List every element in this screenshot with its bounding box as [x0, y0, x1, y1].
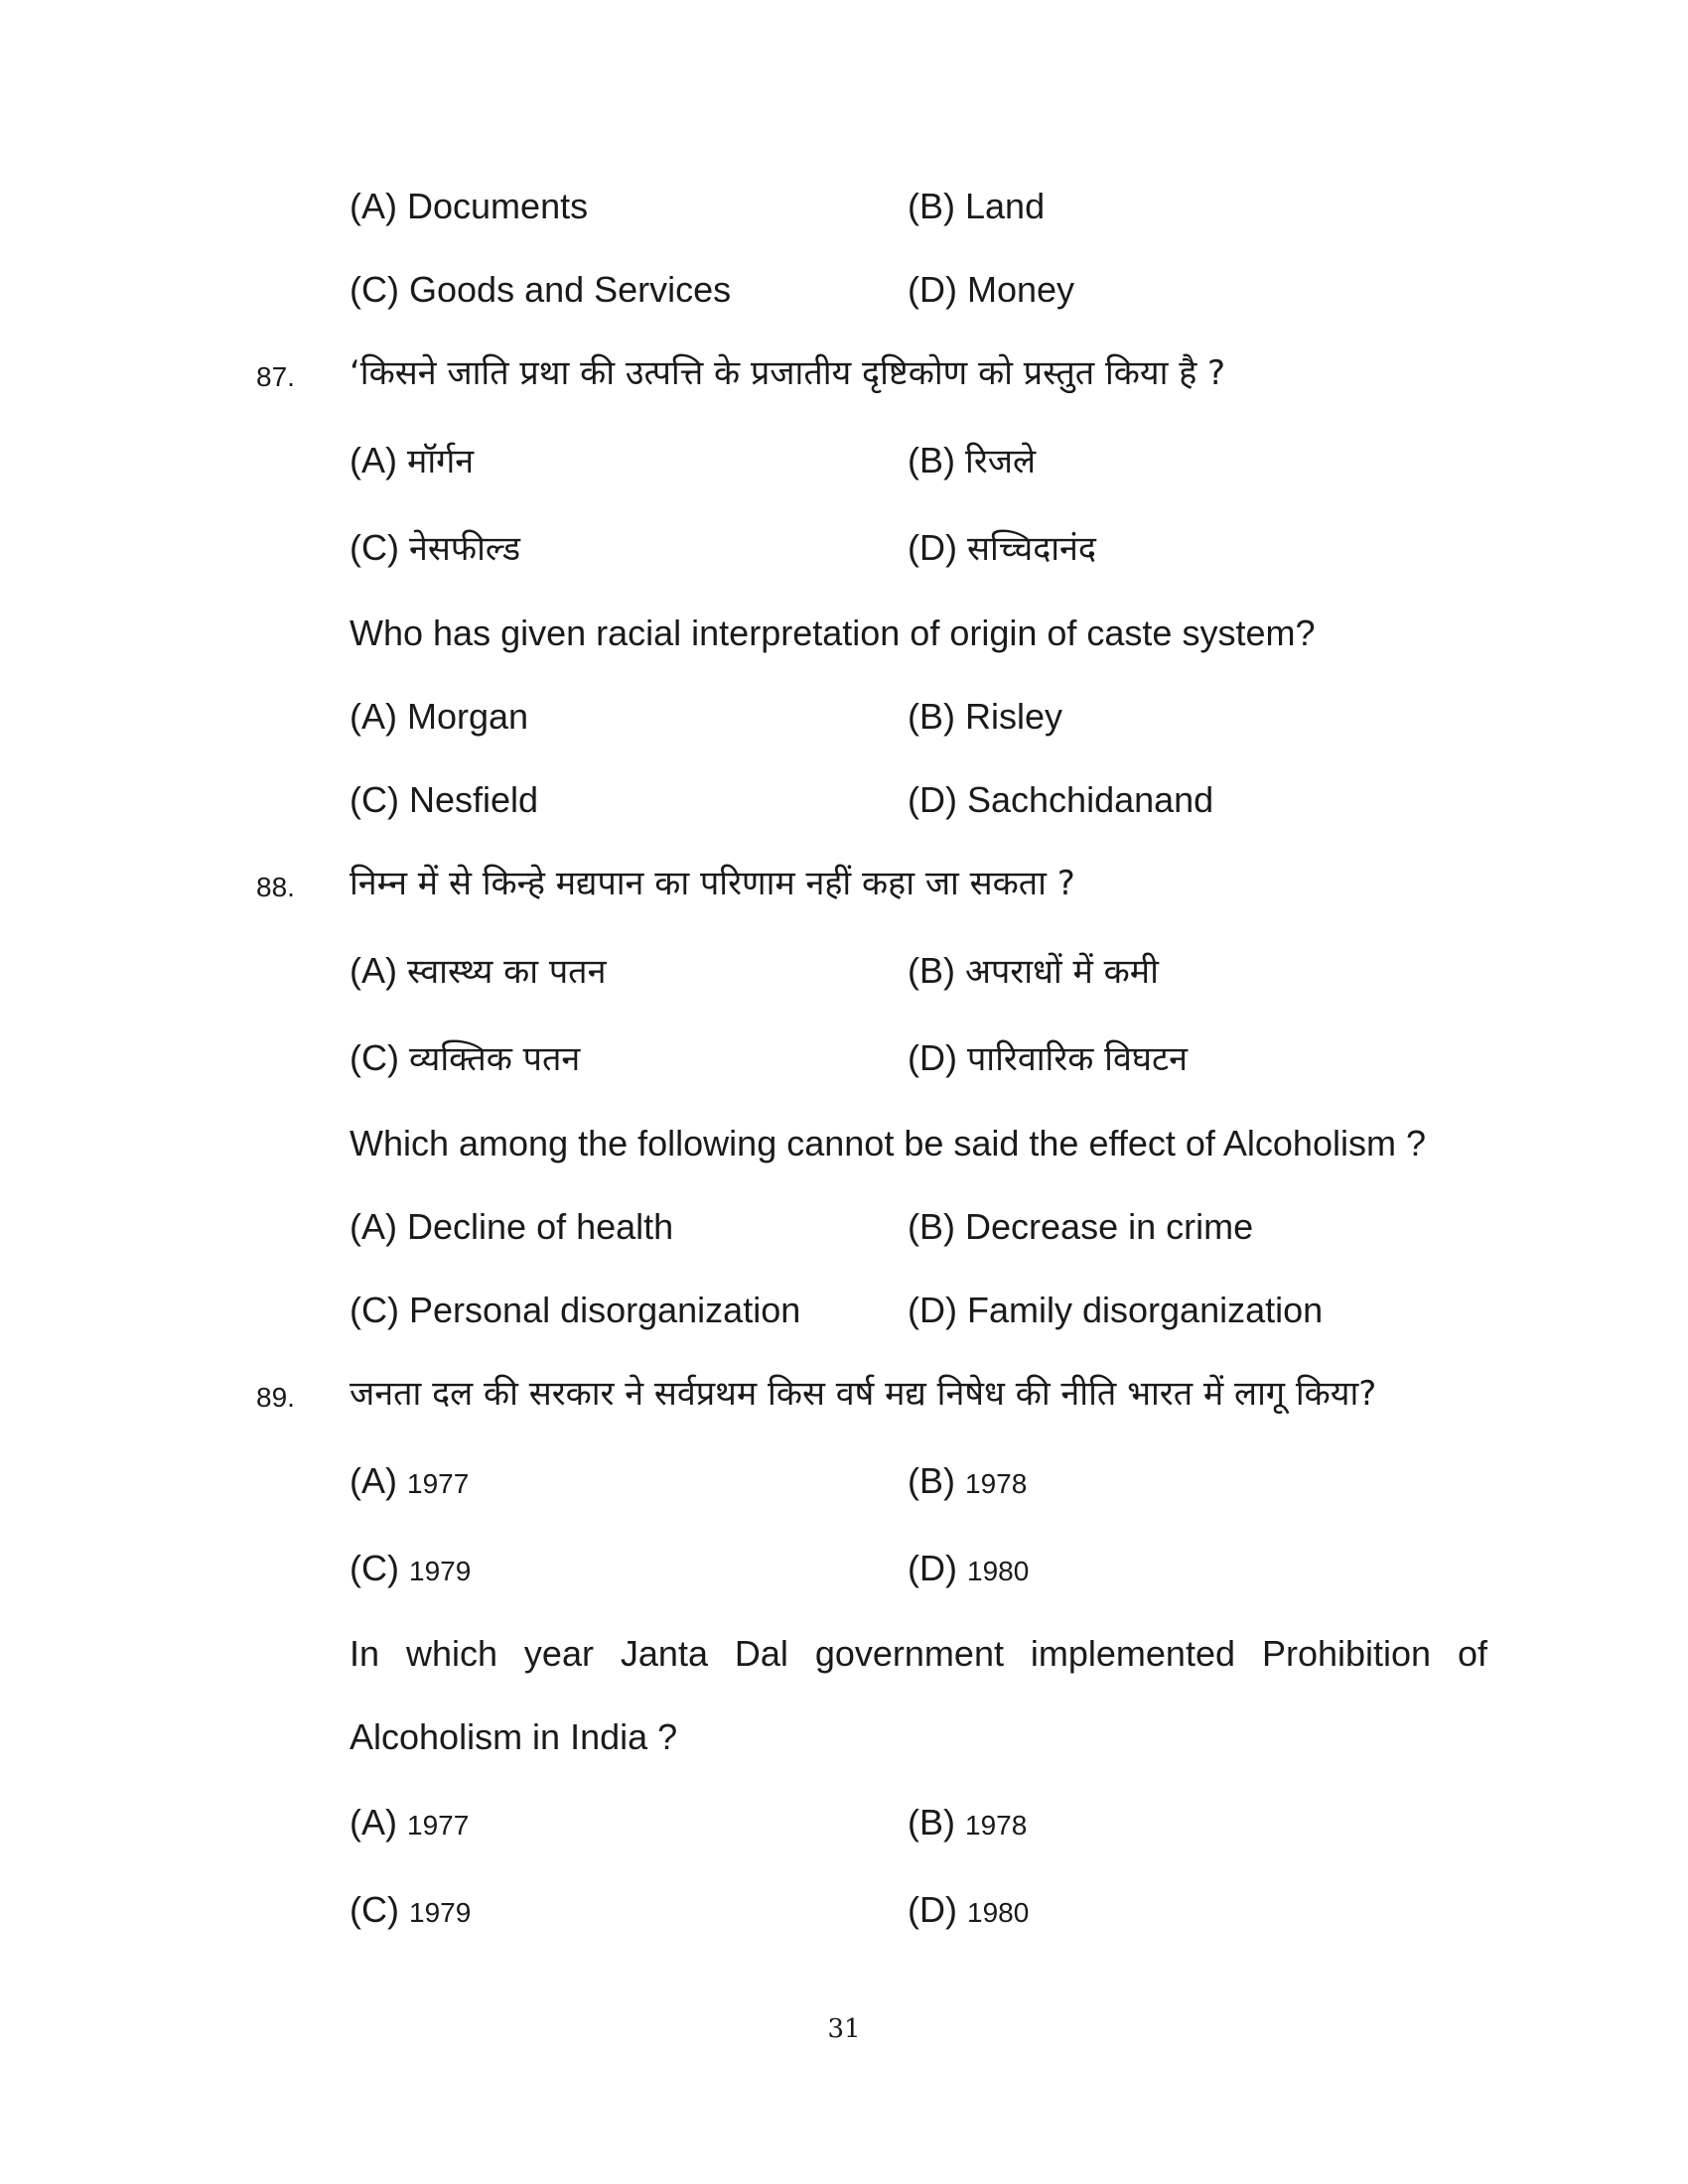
option-a: (A) 1977 — [350, 1802, 470, 1843]
page-number: 31 — [827, 2014, 861, 2044]
option-d: (D) Sachchidanand — [908, 779, 1214, 820]
option-a-hindi: (A) 1977 — [350, 1460, 470, 1501]
option-a-hindi: (A) स्वास्थ्य का पतन — [350, 950, 607, 992]
question-text-hindi: ‘किसने जाति प्रथा की उत्पत्ति के प्रजातीय दृष्टिकोण को प्रस्तुत किया है ? — [350, 353, 1226, 393]
option-b: (B) Land — [908, 186, 1046, 226]
option-b-hindi: (B) अपराधों में कमी — [908, 950, 1159, 992]
option-b: (B) Risley — [908, 696, 1063, 737]
question-number: 88. — [256, 872, 295, 902]
option-d: (D) 1980 — [908, 1889, 1030, 1930]
option-a: (A) Documents — [350, 186, 589, 226]
option-a-hindi: (A) मॉर्गन — [350, 440, 475, 481]
question-text-english-line1: In which year Janta Dal government implemented Prohibition of — [350, 1633, 1487, 1674]
option-d-hindi: (D) 1980 — [908, 1548, 1030, 1588]
question-text-hindi: निम्न में से किन्हे मद्यपान का परिणाम नहीं कहा जा सकता ? — [350, 864, 1075, 903]
question-text-english: Who has given racial interpretation of origin of caste system? — [350, 613, 1316, 653]
option-a: (A) Decline of health — [350, 1206, 674, 1247]
question-text-hindi: जनता दल की सरकार ने सर्वप्रथम किस वर्ष मद्य निषेध की नीति भारत में लागू किया? — [350, 1374, 1377, 1414]
question-number: 87. — [256, 361, 295, 392]
option-c: (C) 1979 — [350, 1889, 472, 1930]
option-c: (C) Nesfield — [350, 779, 539, 820]
option-c: (C) Goods and Services — [350, 269, 732, 310]
option-c-hindi: (C) व्यक्तिक पतन — [350, 1037, 581, 1079]
question-text-english-line2: Alcoholism in India ? — [350, 1716, 678, 1757]
option-a: (A) Morgan — [350, 696, 529, 737]
option-b: (B) Decrease in crime — [908, 1206, 1254, 1247]
question-text-english: Which among the following cannot be said the effect of Alcoholism ? — [350, 1123, 1426, 1163]
option-d: (D) Money — [908, 269, 1075, 310]
option-c-hindi: (C) 1979 — [350, 1548, 472, 1588]
option-b-hindi: (B) 1978 — [908, 1460, 1028, 1501]
option-d: (D) Family disorganization — [908, 1290, 1324, 1330]
question-number: 89. — [256, 1382, 295, 1413]
option-d-hindi: (D) सच्चिदानंद — [908, 527, 1096, 569]
option-b-hindi: (B) रिजले — [908, 440, 1037, 481]
option-c-hindi: (C) नेसफील्ड — [350, 527, 521, 569]
option-d-hindi: (D) पारिवारिक विघटन — [908, 1037, 1188, 1079]
option-b: (B) 1978 — [908, 1802, 1028, 1843]
option-c: (C) Personal disorganization — [350, 1290, 801, 1330]
